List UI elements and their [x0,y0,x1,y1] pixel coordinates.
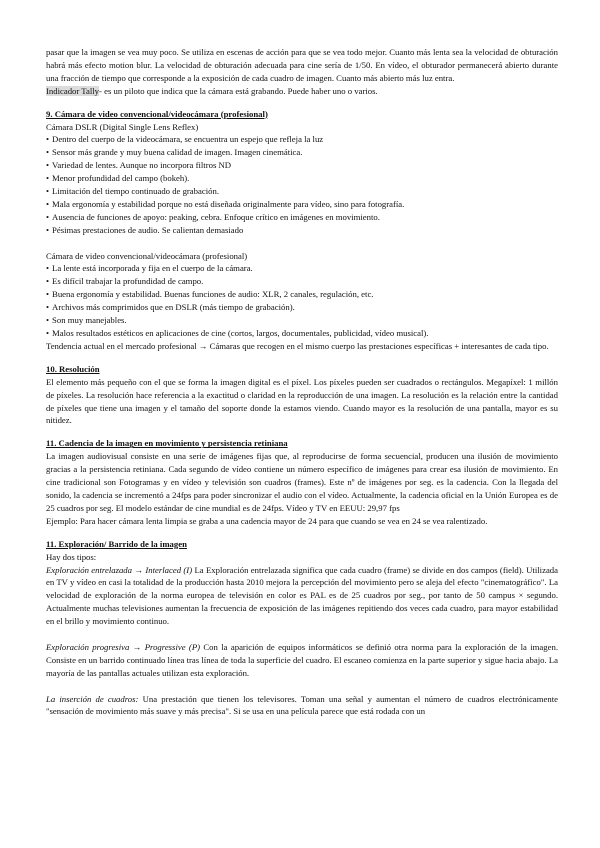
list-item: • Mala ergonomía y estabilidad porque no está diseñada originalmente para vídeo, sino para fotografía. [46,198,558,211]
dslr-list [46,133,558,236]
section-11-cadence-heading: 11. Cadencia de la imagen en movimiento y persistencia retiniana [46,438,288,449]
section-9-heading: 9. Cámara de video convencional/videocámara (profesional) [46,108,268,119]
insertion-label: La inserción de cuadros: [46,693,139,704]
list-item: • Dentro del cuerpo de la videocámara, se encuentra un espejo que refleja la luz [46,133,558,146]
list-item: • Menor profundidad del campo (bokeh). [46,172,558,185]
list-item: • Sensor más grande y muy buena calidad de imagen. Imagen cinemática. [46,146,558,159]
interlaced-label: Exploración entrelazada → Interlaced (I) [46,564,193,575]
section-10-heading: 10. Resolución [46,363,100,374]
resolution-paragraph: El elemento más pequeño con el que se forma la imagen digital es el píxel. Los píxeles pueden ser cuadrados o rectángulos. Megapíxel: 1 millón de píxeles. La resolución hace referencia a la exactitud o claridad en la reproducción de una imagen. La resolución es la relación entre la cantidad de píxeles que tiene una imagen y el tamaño del soporte donde la estamos viendo. Cuando mayor es la resolución de una pantalla, mayor es su nitidez. [46,376,558,426]
list-item: • Malos resultados estéticos en aplicaciones de cine (cortos, largos, documentales, publicidad, vídeo musical). [46,327,558,340]
list-item: • Variedad de lentes. Aunque no incorpora filtros ND [46,159,558,172]
list-item: • Pésimas prestaciones de audio. Se calientan demasiado [46,224,558,237]
conventional-list [46,262,558,339]
cadence-paragraph: La imagen audiovisual consiste en una serie de imágenes fijas que, al reproducirse de forma secuencial, producen una ilusión de movimiento gracias a la persistencia retiniana. Cada segundo de vídeo contiene un número específico de imágenes para crear esa ilusión de movimiento. En cine tradicional son Fotogramas y en vídeo y televisión son cuadros (frames). Este nº de imágenes por seg. es la cadencia. Con la llegada del sonido, la cadencia se incrementó a 24fps para poder sincronizar el audio con el vídeo. Actualmente, la cadencia oficial en la Unión Europea es de 25 cuadros por seg. El modelo estándar de cine mundial es de 24fps. Vídeo y TV en EEUU: 29,97 fps [46,451,558,513]
dslr-title: Cámara DSLR (Digital Single Lens Reflex) [46,121,199,132]
list-item: • Limitación del tiempo continuado de grabación. [46,185,558,198]
list-item: • Ausencia de funciones de apoyo: peaking, cebra. Enfoque crítico en imágenes en movimiento. [46,211,558,224]
tally-label: Indicador Tally [46,85,100,96]
shutter-paragraph: pasar que la imagen se vea muy poco. Se utiliza en escenas de acción para que se vea todo mejor. Cuanto más lenta sea la velocidad de obturación habrá más efecto motion blur. La velocidad de obturación adecuada para cine sería de 1/50. En vídeo, el obturador permanecerá abierto durante una fracción de tiempo que corresponde a la exposición de cada cuadro de imagen. Cuanto más abierto más luz entra. [46,47,558,83]
list-item: • Es difícil trabajar la profundidad de campo. [46,275,558,288]
tally-paragraph [46,85,558,98]
interlaced-text: La Exploración entrelazada significa que cada cuadro (frame) se divide en dos campos (field). Utilizada en TV y vídeo en casi la totalidad de la producción hasta 2010 mejora la percepción del movimiento pero se aleja del efecto "cinematográfico". La velocidad de exploración de la norma europea de televisión en color es PAL es de 25 cuadros por seg., por tanto de 50 campus × segundo. Actualmente muchas televisiones aumentan la frecuencia de exposición de las imágenes repitiendo dos veces cada cuadro, para mayor estabilidad en el brillo y movimiento continuo. [46,564,558,627]
insertion-paragraph [46,693,558,719]
trend-paragraph: Tendencia actual en el mercado profesional → Cámaras que recogen en el mismo cuerpo las prestaciones específicas + interesantes de cada tipo. [46,340,549,351]
scan-intro: Hay dos tipos: [46,551,97,562]
cadence-example: Ejemplo: Para hacer cámara lenta limpia se graba a una cadencia mayor de 24 para que cuando se vea en 24 se vea ralentizado. [46,515,488,526]
progressive-label: Exploración progresiva → Progressive (P) [46,641,201,652]
section-11-scan-heading: 11. Exploración/ Barrido de la imagen [46,538,187,549]
conventional-title: Cámara de video convencional/videocámara (profesional) [46,250,248,261]
document-page [46,46,558,718]
tally-text: - es un piloto que indica que la cámara está grabando. Puede haber uno o varios. [99,85,378,96]
list-item: • Archivos más comprimidos que en DSLR (más tiempo de grabación). [46,301,558,314]
insertion-text: Una prestación que tienen los televisores. Toman una señal y aumentan el número de cuadros electrónicamente "sensación de movimiento más suave y más precisa". Si se usa en una película parece que está rodada con un [46,693,559,717]
list-item: • Son muy manejables. [46,314,558,327]
list-item: • La lente está incorporada y fija en el cuerpo de la cámara. [46,262,558,275]
progressive-text: Con la aparición de equipos informáticos se definió otra norma para la exploración de la imagen. Consiste en un barrido continuado línea tras línea de toda la superficie del cuadro. El escaneo comienza en la parte superior y sigue hacia abajo. La mayoría de las pantallas actuales utilizan esta exploración. [46,641,559,678]
progressive-paragraph [46,641,558,680]
list-item: • Buena ergonomía y estabilidad. Buenas funciones de audio: XLR, 2 canales, regulación, etc. [46,288,558,301]
interlaced-paragraph [46,564,558,629]
